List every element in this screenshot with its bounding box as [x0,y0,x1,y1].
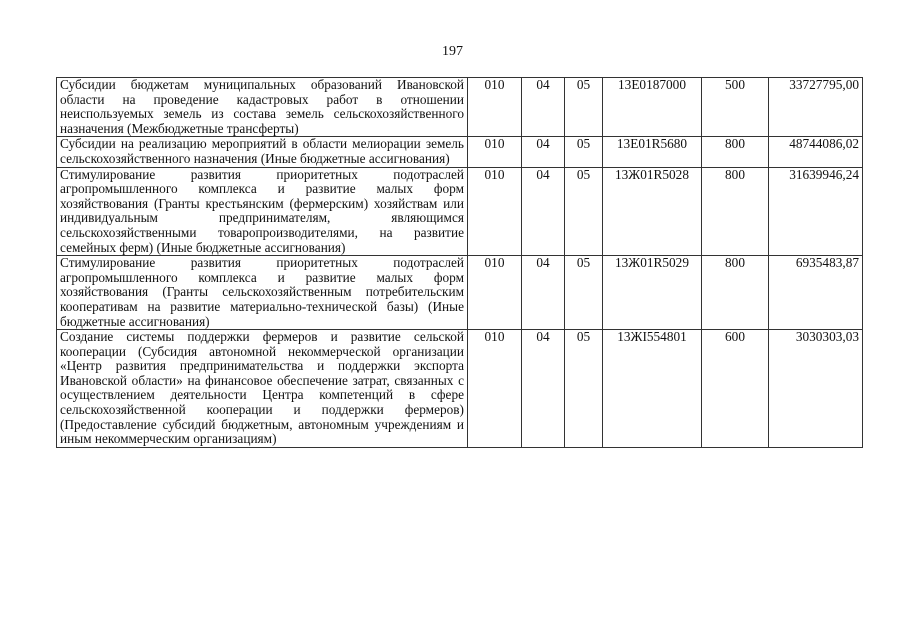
table-row [57,256,863,330]
row-description: Субсидии бюджетам муниципальных образований Ивановской области на проведение кадастровых работ в отношении неиспользуемых земель из состава земель сельскохозяйственного назначения (Межбюджетные трансферты) [57,78,468,137]
row-subsection-code: 05 [565,330,603,448]
table-row [57,330,863,448]
row-expense-type: 800 [702,137,769,167]
row-expense-type: 600 [702,330,769,448]
row-grbs-code: 010 [468,78,522,137]
row-subsection-code: 05 [565,78,603,137]
row-section-code: 04 [522,137,565,167]
row-target-article: 13Ж01R5028 [603,167,702,256]
row-subsection-code: 05 [565,167,603,256]
row-target-article: 13ЖI554801 [603,330,702,448]
row-expense-type: 800 [702,167,769,256]
row-expense-type: 800 [702,256,769,330]
row-target-article: 13Е0187000 [603,78,702,137]
row-description: Стимулирование развития приоритетных подотраслей агропромышленного комплекса и развитие малых форм хозяйствования (Гранты сельскохозяйственным потребительским кооперативам на развитие материально-технической базы) (Иные бюджетные ассигнования) [57,256,468,330]
row-target-article: 13Е01R5680 [603,137,702,167]
row-amount: 31639946,24 [769,167,863,256]
row-description: Стимулирование развития приоритетных подотраслей агропромышленного комплекса и развитие малых форм хозяйствования (Гранты крестьянским (фермерским) хозяйствам или индивидуальным предпринимателям, являющимся сельскохозяйственными товаропроизводителями, на развитие семейных ферм) (Иные бюджетные ассигнования) [57,167,468,256]
row-subsection-code: 05 [565,256,603,330]
row-amount: 48744086,02 [769,137,863,167]
row-grbs-code: 010 [468,256,522,330]
table-row [57,78,863,137]
page-number: 197 [442,44,463,59]
table-row [57,137,863,167]
row-section-code: 04 [522,256,565,330]
row-target-article: 13Ж01R5029 [603,256,702,330]
row-section-code: 04 [522,330,565,448]
budget-table [56,77,863,448]
table-row [57,167,863,256]
row-amount: 33727795,00 [769,78,863,137]
row-grbs-code: 010 [468,330,522,448]
row-expense-type: 500 [702,78,769,137]
row-grbs-code: 010 [468,167,522,256]
row-description: Субсидии на реализацию мероприятий в области мелиорации земель сельскохозяйственного назначения (Иные бюджетные ассигнования) [57,137,468,167]
row-grbs-code: 010 [468,137,522,167]
row-section-code: 04 [522,78,565,137]
row-section-code: 04 [522,167,565,256]
row-amount: 6935483,87 [769,256,863,330]
row-amount: 3030303,03 [769,330,863,448]
row-description: Создание системы поддержки фермеров и развитие сельской кооперации (Субсидия автономной некоммерческой организации «Центр развития предпринимательства и поддержки экспорта Ивановской области» на финансовое обеспечение затрат, связанных с осуществлением деятельности Центра компетенций в сфере сельскохозяйственной кооперации и поддержки фермеров) (Предоставление субсидий бюджетным, автономным учреждениям и иным некоммерческим организациям) [57,330,468,448]
row-subsection-code: 05 [565,137,603,167]
